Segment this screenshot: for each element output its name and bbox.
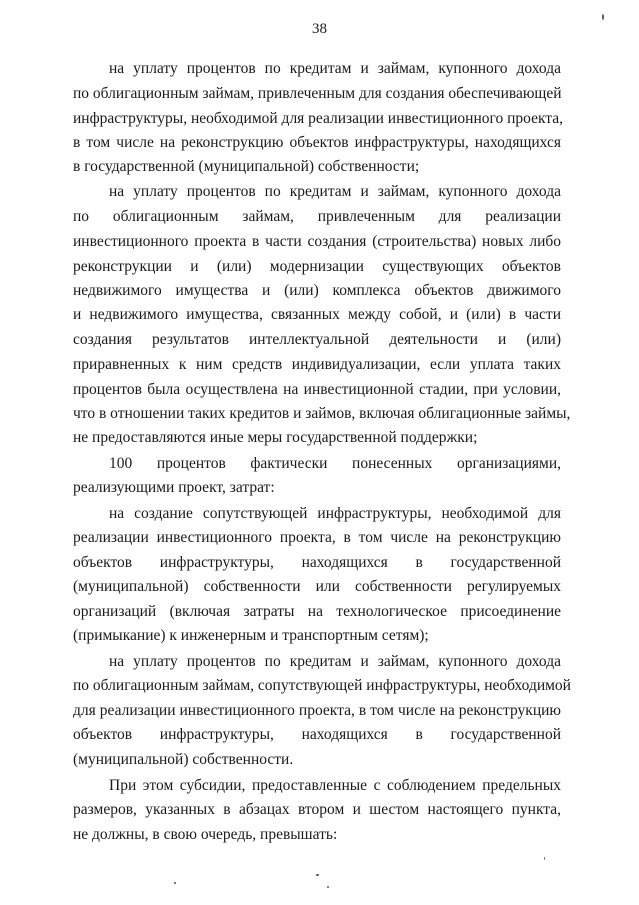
text-line: размеров, указанных в абзацах втором и шестом настоящего пункта,	[73, 801, 561, 818]
text-line: на уплату процентов по кредитам и займам, купонного дохода	[109, 653, 561, 670]
text-line: процентов была осуществлена на инвестиционной стадии, при условии,	[73, 381, 561, 398]
scan-speck	[327, 886, 329, 888]
text-line: реализации инвестиционного проекта, в том числе на реконструкцию	[73, 529, 561, 546]
page-number: 38	[312, 21, 327, 37]
text-line: организаций (включая затраты на технологическое присоединение	[73, 603, 561, 620]
text-line: для реализации инвестиционного проекта, в том числе на реконструкцию	[73, 702, 561, 719]
text-line: (примыкание) к инженерным и транспортным сетям);	[73, 627, 429, 644]
text-line: (муниципальной) собственности.	[73, 751, 294, 768]
text-line: на уплату процентов по кредитам и займам, купонного дохода	[109, 60, 561, 77]
text-line: по облигационным займам, привлеченным для реализации	[73, 208, 561, 225]
text-line: 100 процентов фактически понесенных организациями,	[109, 455, 561, 472]
text-line: создания результатов интеллектуальной деятельности и (или)	[73, 331, 561, 348]
text-line: (муниципальной) собственности или собственности регулируемых	[73, 578, 561, 595]
text-line: в государственной (муниципальной) собственности;	[73, 158, 420, 175]
text-line: не предоставляются иные меры государственной поддержки;	[73, 429, 478, 446]
text-line: объектов инфраструктуры, находящихся в государственной	[73, 554, 561, 571]
text-line: реконструкции и (или) модернизации существующих объектов	[73, 258, 561, 275]
text-line: приравненных к ним средств индивидуализации, если уплата таких	[73, 356, 561, 373]
text-line: инвестиционного проекта в части создания (строительства) новых либо	[73, 233, 561, 250]
scan-speck	[174, 882, 176, 884]
scan-speck	[602, 14, 604, 20]
scan-speck	[544, 857, 545, 860]
text-line: инфраструктуры, необходимой для реализации инвестиционного проекта,	[73, 110, 564, 127]
text-line: что в отношении таких кредитов и займов, включая облигационные займы,	[73, 405, 571, 422]
text-line: не должны, в свою очередь, превышать:	[73, 826, 338, 843]
text-line: объектов инфраструктуры, находящихся в государственной	[73, 726, 561, 743]
text-line: недвижимого имущества и (или) комплекса объектов движимого	[73, 282, 561, 299]
text-line: на создание сопутствующей инфраструктуры, необходимой для	[109, 505, 561, 522]
text-line: в том числе на реконструкцию объектов инфраструктуры, находящихся	[73, 134, 561, 151]
text-line: на уплату процентов по кредитам и займам, купонного дохода	[109, 183, 561, 200]
scan-speck	[316, 874, 319, 876]
text-line: и недвижимого имущества, связанных между собой, и (или) в части	[73, 306, 561, 323]
text-line: реализующими проект, затрат:	[73, 479, 275, 496]
text-line: по облигационным займам, привлеченным для создания обеспечивающей	[73, 85, 562, 102]
text-line: по облигационным займам, сопутствующей инфраструктуры, необходимой	[73, 677, 571, 694]
text-line: При этом субсидии, предоставленные с соблюдением предельных	[109, 777, 561, 794]
